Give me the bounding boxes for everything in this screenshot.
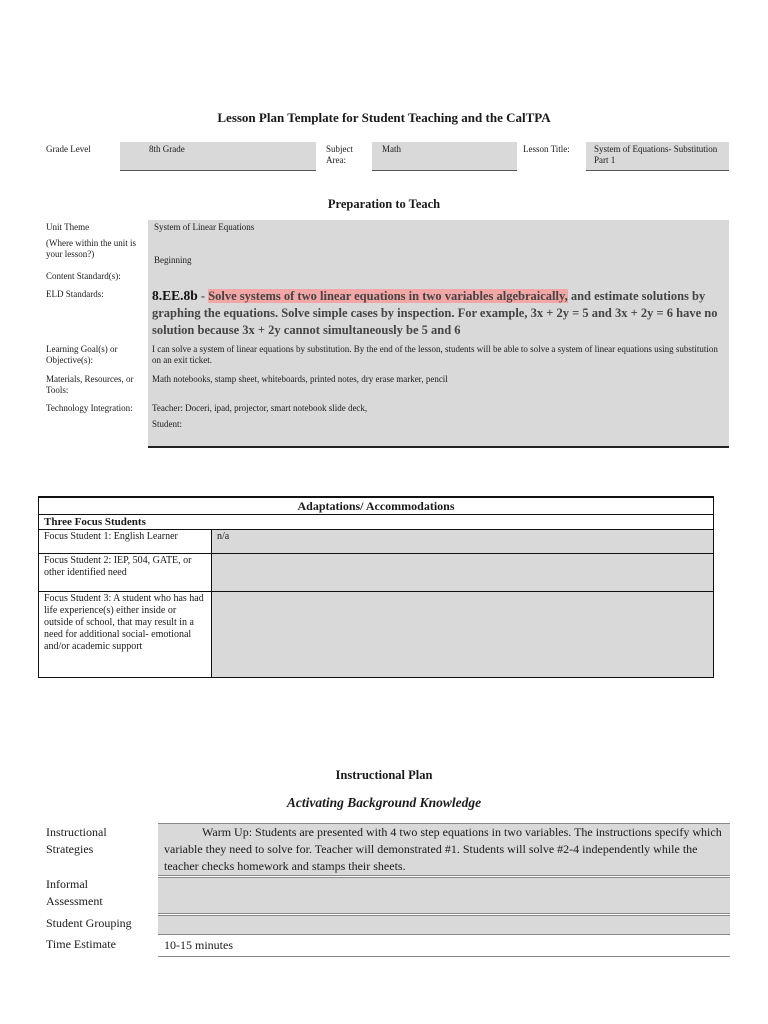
focus-student-2-label: Focus Student 2: IEP, 504, GATE, or other identified need bbox=[39, 554, 212, 592]
technology-teacher-value: Teacher: Doceri, ipad, projector, smart notebook slide deck, bbox=[152, 403, 368, 413]
standard-dash: - bbox=[197, 289, 209, 303]
content-standard-text bbox=[152, 287, 722, 339]
unit-position-value: Beginning bbox=[154, 255, 192, 265]
informal-assessment-label: Informal Assessment bbox=[46, 877, 103, 908]
lesson-title-field bbox=[586, 142, 729, 171]
focus-student-1-label: Focus Student 1: English Learner bbox=[39, 530, 212, 554]
standard-highlight: Solve systems of two linear equations in two variables algebraically, bbox=[208, 289, 568, 303]
focus-student-3-label: Focus Student 3: A student who has had life experience(s) either inside or outside of school, that may result in a need for additional social- emotional and/or academic support bbox=[39, 592, 212, 678]
page-title: Lesson Plan Template for Student Teaching and the CalTPA bbox=[217, 110, 551, 125]
table-row bbox=[39, 554, 714, 592]
unit-position-label: (Where within the unit is your lesson?) bbox=[46, 238, 136, 259]
unit-theme-label: Unit Theme bbox=[46, 222, 90, 232]
subject-area-field bbox=[372, 142, 517, 171]
materials-label: Materials, Resources, or Tools: bbox=[46, 374, 134, 395]
subject-area-value: Math bbox=[382, 144, 401, 154]
learning-goal-label: Learning Goal(s) or Objective(s): bbox=[46, 344, 118, 365]
time-estimate-label: Time Estimate bbox=[46, 937, 116, 951]
strategies-label: Instructional Strategies bbox=[46, 825, 107, 856]
learning-goal-value: I can solve a system of linear equations by substitution. By the end of the lesson, students will be able to solve a system of linear equations using substitution on an exit ticket. bbox=[152, 344, 718, 365]
materials-value: Math notebooks, stamp sheet, whiteboards, printed notes, dry erase marker, pencil bbox=[152, 374, 448, 384]
prep-heading: Preparation to Teach bbox=[327, 197, 441, 211]
technology-student-value: Student: bbox=[152, 419, 183, 429]
lesson-title-label: Lesson Title: bbox=[523, 144, 570, 154]
table-row bbox=[39, 530, 714, 554]
accommodations-subheader-row bbox=[39, 515, 714, 530]
accommodations-header-row bbox=[39, 497, 714, 515]
table-row bbox=[39, 592, 714, 678]
grade-level-value: 8th Grade bbox=[149, 144, 185, 154]
focus-student-3-value bbox=[212, 592, 714, 678]
unit-theme-value: System of Linear Equations bbox=[154, 222, 255, 232]
informal-assessment-value bbox=[158, 877, 730, 914]
focus-student-2-value bbox=[212, 554, 714, 592]
technology-label: Technology Integration: bbox=[46, 403, 133, 413]
grade-level-label: Grade Level bbox=[46, 144, 91, 154]
student-grouping-value bbox=[158, 915, 730, 935]
subject-area-label: Subject Area: bbox=[326, 144, 353, 165]
instructional-plan-heading: Instructional Plan bbox=[335, 768, 433, 782]
standard-code: 8.EE.8b bbox=[152, 288, 198, 303]
activating-knowledge-heading: Activating Background Knowledge bbox=[286, 795, 482, 810]
accommodations-heading: Adaptations/ Accommodations bbox=[39, 497, 714, 515]
student-grouping-label: Student Grouping bbox=[46, 916, 132, 930]
eld-standards-label: ELD Standards: bbox=[46, 289, 104, 299]
focus-students-heading: Three Focus Students bbox=[39, 515, 714, 530]
accommodations-table bbox=[38, 496, 714, 678]
grade-level-field bbox=[120, 142, 316, 171]
standard-rest: and estimate solutions by graphing the equations. Solve simple cases by inspection. For example, 3x + 2y = 5 and 3x + 2y = 6 have no solution because 3x + 2y cannot simultaneously be 5 and 6 bbox=[152, 289, 718, 337]
time-estimate-value: 10-15 minutes bbox=[158, 935, 730, 957]
content-standard-label: Content Standard(s): bbox=[46, 271, 121, 281]
strategies-value: Warm Up: Students are presented with 4 two step equations in two variables. The instructions specify which variable they need to solve for. Teacher will demonstrated #1. Students will solve #2-4 independently while the teacher checks homework and stamps their sheets. bbox=[158, 823, 730, 876]
focus-student-1-value: n/a bbox=[212, 530, 714, 554]
lesson-title-value: System of Equations- Substitution Part 1 bbox=[594, 144, 718, 165]
